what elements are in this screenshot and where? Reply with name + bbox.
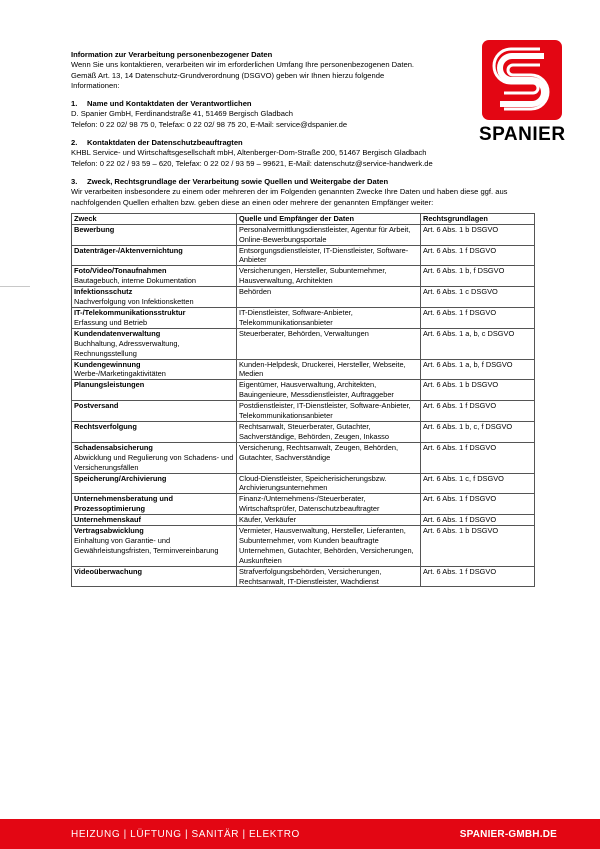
purpose-cell <box>72 359 237 380</box>
purpose-cell <box>72 266 237 287</box>
sources-cell: Eigentümer, Hausverwaltung, Architekten, Bauingenieure, Messdienstleister, Auftraggeber <box>237 380 421 401</box>
dpo-contact: Telefon: 0 22 02 / 93 59 – 620, Telefax: 0 22 02 / 93 59 – 99621, E-Mail: datenschutz@service-handwerk.de <box>71 158 433 168</box>
controller-contact: Telefon: 0 22 02/ 98 75 0, Telefax: 0 22 02/ 98 75 20, E-Mail: service@dspanier.de <box>71 119 348 129</box>
purpose-cell <box>72 526 237 567</box>
purpose-title: Speicherung/Archivierung <box>74 473 167 483</box>
purpose-detail: Einhaltung von Garantie- und Gewährleistungsfristen, Terminvereinbarung <box>74 535 219 555</box>
sources-cell: Versicherung, Rechtsanwalt, Zeugen, Behörden, Gutachter, Sachverständige <box>237 442 421 473</box>
intro-block <box>71 50 427 91</box>
legal-basis-cell: Art. 6 Abs. 1 b DSGVO <box>421 526 535 567</box>
purpose-cell <box>72 515 237 526</box>
purpose-cell <box>72 566 237 587</box>
purpose-detail: Abwicklung und Regulierung von Schadens- und Versicherungsfällen <box>74 452 234 472</box>
sources-cell: Finanz-/Unternehmens-/Steuerberater, Wirtschaftsprüfer, Datenschutzbeauftragter <box>237 494 421 515</box>
purpose-title: Postversand <box>74 401 119 411</box>
sources-cell: Steuerberater, Behörden, Verwaltungen <box>237 328 421 359</box>
table-row <box>72 266 535 287</box>
sources-cell: Postdienstleister, IT-Dienstleister, Software-Anbieter, Telekommunikationsanbieter <box>237 401 421 422</box>
sources-cell: Behörden <box>237 287 421 308</box>
table-row <box>72 442 535 473</box>
section-3-title: Zweck, Rechtsgrundlage der Verarbeitung sowie Quellen und Weitergabe der Daten <box>87 176 389 186</box>
table-row <box>72 359 535 380</box>
purpose-cell <box>72 401 237 422</box>
table-row <box>72 515 535 526</box>
table-row <box>72 224 535 245</box>
logo-wordmark: SPANIER <box>479 124 566 145</box>
purpose-cell <box>72 380 237 401</box>
purpose-title: Rechtsverfolgung <box>74 421 137 431</box>
purpose-title: Vertragsabwicklung <box>74 526 144 536</box>
table-row <box>72 526 535 567</box>
legal-basis-cell: Art. 6 Abs. 1 a, b, c DSGVO <box>421 328 535 359</box>
sources-cell: Kunden-Helpdesk, Druckerei, Hersteller, Webseite, Medien <box>237 359 421 380</box>
legal-basis-cell: Art. 6 Abs. 1 c, f DSGVO <box>421 473 535 494</box>
purpose-title: Videoüberwachung <box>74 566 143 576</box>
legal-basis-cell: Art. 6 Abs. 1 c DSGVO <box>421 287 535 308</box>
legal-basis-cell: Art. 6 Abs. 1 f DSGVO <box>421 308 535 329</box>
purpose-title: Kundengewinnung <box>74 359 141 369</box>
table-row <box>72 245 535 266</box>
controller-address: D. Spanier GmbH, Ferdinandstraße 41, 51469 Bergisch Gladbach <box>71 109 294 119</box>
purpose-cell <box>72 473 237 494</box>
sources-cell: Vermieter, Hausverwaltung, Hersteller, Lieferanten, Subunternehmer, vom Kunden beauftragte Unternehmen, Gutachter, Behörden, Versicherungen, Auskunfteien <box>237 526 421 567</box>
sources-cell: Entsorgungsdienstleister, IT-Dienstleister, Software-Anbieter <box>237 245 421 266</box>
table-row <box>72 401 535 422</box>
purpose-title: Unternehmensberatung und Prozessoptimierung <box>74 494 173 514</box>
section-3-text: Wir verarbeiten insbesondere zu einem oder mehreren der im Folgenden genannten Zwecke Ihre Daten und haben diese ggf. aus nachfolgenden Quellen erhalten bzw. geben diese an einen oder mehrere der genannten Empfänger weiter: <box>71 187 508 207</box>
section-purpose <box>71 177 535 208</box>
table-row <box>72 566 535 587</box>
table-row <box>72 421 535 442</box>
purpose-title: Planungsleistungen <box>74 380 145 390</box>
legal-basis-cell: Art. 6 Abs. 1 f DSGVO <box>421 401 535 422</box>
processing-table <box>71 213 535 588</box>
legal-basis-cell: Art. 6 Abs. 1 b, c, f DSGVO <box>421 421 535 442</box>
purpose-title: Kundendatenverwaltung <box>74 328 161 338</box>
table-row <box>72 328 535 359</box>
purpose-cell <box>72 421 237 442</box>
purpose-title: Foto/Video/Tonaufnahmen <box>74 266 167 276</box>
legal-basis-cell: Art. 6 Abs. 1 b, f DSGVO <box>421 266 535 287</box>
legal-basis-cell: Art. 6 Abs. 1 f DSGVO <box>421 566 535 587</box>
header-purpose: Zweck <box>72 213 237 224</box>
footer-services: HEIZUNG | LÜFTUNG | SANITÄR | ELEKTRO <box>71 829 300 840</box>
header-sources: Quelle und Empfänger der Daten <box>237 213 421 224</box>
header-legal-basis: Rechtsgrundlagen <box>421 213 535 224</box>
purpose-detail: Erfassung und Betrieb <box>74 317 148 327</box>
purpose-cell <box>72 442 237 473</box>
purpose-detail: Buchhaltung, Adressverwaltung, Rechnungsstellung <box>74 338 180 358</box>
purpose-title: IT-/Telekommunikationsstruktur <box>74 308 186 318</box>
purpose-detail: Nachverfolgung von Infektionsketten <box>74 297 194 307</box>
sources-cell: Cloud-Dienstleister, Speicherisicherungsbzw. Archivierungsunternehmen <box>237 473 421 494</box>
table-row <box>72 494 535 515</box>
legal-basis-cell: Art. 6 Abs. 1 f DSGVO <box>421 442 535 473</box>
legal-basis-cell: Art. 6 Abs. 1 f DSGVO <box>421 494 535 515</box>
section-2-title: Kontaktdaten der Datenschutzbeauftragten <box>87 138 243 148</box>
table-header-row <box>72 213 535 224</box>
section-controller <box>71 99 535 130</box>
section-3-number: 3. <box>71 176 78 186</box>
intro-text: Wenn Sie uns kontaktieren, verarbeiten wir im erforderlichen Umfang Ihre personenbezogenen Daten. Gemäß Art. 13, 14 Datenschutz-Grundverordnung (DSGVO) geben wir Ihnen hierzu folgende Informationen: <box>71 60 415 90</box>
purpose-cell <box>72 328 237 359</box>
sources-cell: IT-Dienstleister, Software-Anbieter, Telekommunikationsanbieter <box>237 308 421 329</box>
purpose-title: Schadensabsicherung <box>74 442 153 452</box>
purpose-cell <box>72 308 237 329</box>
legal-basis-cell: Art. 6 Abs. 1 a, b, f DSGVO <box>421 359 535 380</box>
purpose-cell <box>72 224 237 245</box>
sources-cell: Versicherungen, Hersteller, Subunternehmer, Hausverwaltung, Architekten <box>237 266 421 287</box>
legal-basis-cell: Art. 6 Abs. 1 b DSGVO <box>421 224 535 245</box>
table-row <box>72 380 535 401</box>
table-row <box>72 287 535 308</box>
purpose-title: Bewerbung <box>74 224 115 234</box>
legal-basis-cell: Art. 6 Abs. 1 f DSGVO <box>421 245 535 266</box>
sources-cell: Strafverfolgungsbehörden, Versicherungen, Rechtsanwalt, IT-Dienstleister, Wachdienst <box>237 566 421 587</box>
section-1-title: Name und Kontaktdaten der Verantwortlichen <box>87 99 252 109</box>
section-1-number: 1. <box>71 99 78 109</box>
legal-basis-cell: Art. 6 Abs. 1 f DSGVO <box>421 515 535 526</box>
purpose-cell <box>72 245 237 266</box>
section-2-number: 2. <box>71 138 78 148</box>
purpose-title: Unternehmenskauf <box>74 515 141 525</box>
section-dpo <box>71 138 535 169</box>
purpose-cell <box>72 494 237 515</box>
page-margin-mark <box>0 286 30 287</box>
document-body <box>71 50 535 587</box>
footer-bar <box>0 819 600 849</box>
sources-cell: Käufer, Verkäufer <box>237 515 421 526</box>
purpose-cell <box>72 287 237 308</box>
intro-heading: Information zur Verarbeitung personenbezogener Daten <box>71 50 273 59</box>
purpose-title: Infektionsschutz <box>74 287 133 297</box>
footer-website-link[interactable]: SPANIER-GMBH.DE <box>459 829 557 840</box>
purpose-detail: Bautagebuch, interne Dokumentation <box>74 276 197 286</box>
purpose-title: Datenträger-/Aktenvernichtung <box>74 245 183 255</box>
sources-cell: Rechtsanwalt, Steuerberater, Gutachter, Sachverständige, Behörden, Zeugen, Inkasso <box>237 421 421 442</box>
dpo-address: KHBL Service- und Wirtschaftsgesellschaft mbH, Altenberger-Dom-Straße 200, 51467 Bergisch Gladbach <box>71 148 427 158</box>
sources-cell: Personalvermittlungsdienstleister, Agentur für Arbeit, Online-Bewerbungsportale <box>237 224 421 245</box>
table-row <box>72 308 535 329</box>
table-row <box>72 473 535 494</box>
legal-basis-cell: Art. 6 Abs. 1 b DSGVO <box>421 380 535 401</box>
purpose-detail: Werbe-/Marketingaktivitäten <box>74 369 166 379</box>
